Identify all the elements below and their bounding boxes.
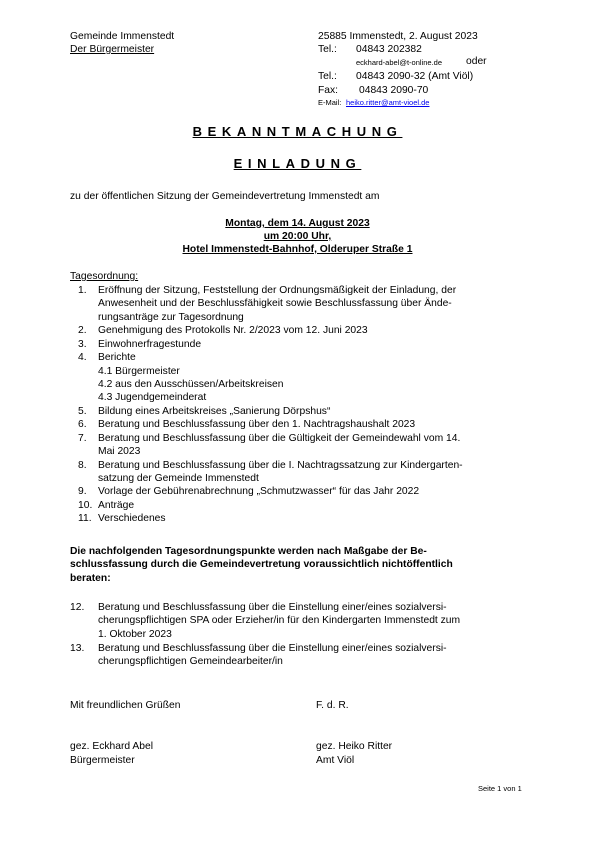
signature-left-role: Bürgermeister: [70, 755, 135, 766]
title-bekanntmachung: BEKANNTMACHUNG: [192, 124, 403, 139]
agenda-item-text: Anwesenheit und der Beschlussfähigkeit sowie Beschlussfassung über Ände-: [98, 298, 452, 310]
agenda-item-number: 6.: [78, 419, 87, 431]
tel1: 04843 202382: [356, 44, 422, 55]
tel2: 04843 2090-32 (Amt Viöl): [356, 71, 474, 82]
agenda-item-text: Einwohnerfragestunde: [98, 338, 202, 350]
title-einladung: EINLADUNG: [233, 156, 362, 171]
tel1-label: Tel.:: [318, 44, 337, 55]
agenda-item-text: rungsanträge zur Tagesordnung: [98, 311, 244, 323]
agenda-item-number: 4.: [78, 352, 87, 364]
signature-right-name: gez. Heiko Ritter: [316, 741, 393, 752]
meeting-place: Hotel Immenstedt-Bahnhof, Olderuper Straße 1: [182, 244, 413, 255]
agenda-item-number: 5.: [78, 405, 87, 417]
sender-line1: Gemeinde Immenstedt: [70, 31, 175, 42]
agenda-item-text: cherungspflichtigen SPA oder Erzieher/in für den Kindergarten Immenstedt zum: [98, 615, 461, 627]
agenda-label: Tagesordnung:: [70, 271, 139, 282]
greeting: Mit freundlichen Grüßen: [70, 700, 181, 711]
email2-label: E-Mail:: [318, 98, 342, 107]
notice-line: schlussfassung durch die Gemeindevertretung voraussichtlich nichtöffentlich: [70, 559, 453, 571]
fdr-text: F. d. R.: [316, 700, 349, 711]
agenda-item-number: 1.: [78, 285, 87, 296]
meeting-date: Montag, dem 14. August 2023: [225, 218, 370, 229]
agenda-item-number: 7.: [78, 432, 87, 444]
agenda-item-text: Verschiedenes: [98, 513, 166, 525]
notice-line: beraten:: [70, 572, 111, 584]
agenda-item-text: Beratung und Beschlussfassung über die Gültigkeit der Gemeindewahl vom 14.: [98, 432, 461, 444]
agenda-item-number: 2.: [78, 325, 87, 337]
agenda-item-text: Beratung und Beschlussfassung über die Einstellung einer/eines sozialversi-: [98, 602, 447, 613]
agenda-item-text: 4.1 Bürgermeister: [98, 365, 180, 377]
notice-line: Die nachfolgenden Tagesordnungspunkte werden nach Maßgabe der Be-: [70, 546, 427, 557]
agenda-item-text: Eröffnung der Sitzung, Feststellung der Ordnungsmäßigkeit der Einladung, der: [98, 285, 457, 296]
agenda-item-number: 9.: [78, 486, 87, 498]
agenda-item-text: Beratung und Beschlussfassung über die Einstellung einer/eines sozialversi-: [98, 642, 447, 654]
signature-left-name: gez. Eckhard Abel: [70, 741, 153, 752]
agenda-item-text: 4.3 Jugendgemeinderat: [98, 392, 207, 404]
oder-text: oder: [466, 56, 487, 67]
place-date: 25885 Immenstedt, 2. August 2023: [318, 31, 478, 42]
agenda-item-number: 13.: [70, 642, 85, 654]
email1: eckhard-abel@t-online.de: [356, 58, 442, 67]
meeting-time: um 20:00 Uhr,: [263, 231, 332, 242]
agenda-item-text: Berichte: [98, 352, 136, 364]
agenda-item-text: Mai 2023: [98, 446, 141, 458]
agenda-item-number: 8.: [78, 459, 87, 471]
agenda-item-number: 3.: [78, 338, 87, 350]
page-footer: Seite 1 von 1: [478, 784, 522, 793]
agenda-item-text: 1. Oktober 2023: [98, 628, 172, 640]
agenda-item-text: satzung der Gemeinde Immenstedt: [98, 472, 259, 484]
tel2-label: Tel.:: [318, 71, 337, 82]
fax: 04843 2090-70: [359, 85, 429, 96]
agenda-item-text: Anträge: [98, 499, 135, 511]
intro-text: zu der öffentlichen Sitzung der Gemeindevertretung Immenstedt am: [70, 191, 380, 202]
agenda-item-text: cherungspflichtigen Gemeindearbeiter/in: [98, 656, 283, 667]
agenda-item-text: Beratung und Beschlussfassung über den 1. Nachtragshaushalt 2023: [98, 419, 416, 431]
agenda-item-text: Genehmigung des Protokolls Nr. 2/2023 vom 12. Juni 2023: [98, 325, 368, 337]
agenda-item-number: 10.: [78, 499, 93, 511]
agenda-item-text: Bildung eines Arbeitskreises „Sanierung Dörpshus“: [98, 405, 331, 417]
agenda-item-number: 11.: [78, 513, 92, 525]
sender-line2: Der Bürgermeister: [70, 44, 155, 55]
fax-label: Fax:: [318, 85, 339, 96]
agenda-item-text: Beratung und Beschlussfassung über die I. Nachtragssatzung zur Kindergarten-: [98, 459, 463, 471]
agenda-item-text: Vorlage der Gebührenabrechnung „Schmutzwasser“ für das Jahr 2022: [98, 486, 420, 498]
agenda-item-number: 12.: [70, 602, 85, 613]
signature-right-role: Amt Viöl: [316, 755, 355, 766]
email2-link[interactable]: heiko.ritter@amt-vioel.de: [346, 98, 430, 107]
agenda-item-text: 4.2 aus den Ausschüssen/Arbeitskreisen: [98, 378, 284, 390]
